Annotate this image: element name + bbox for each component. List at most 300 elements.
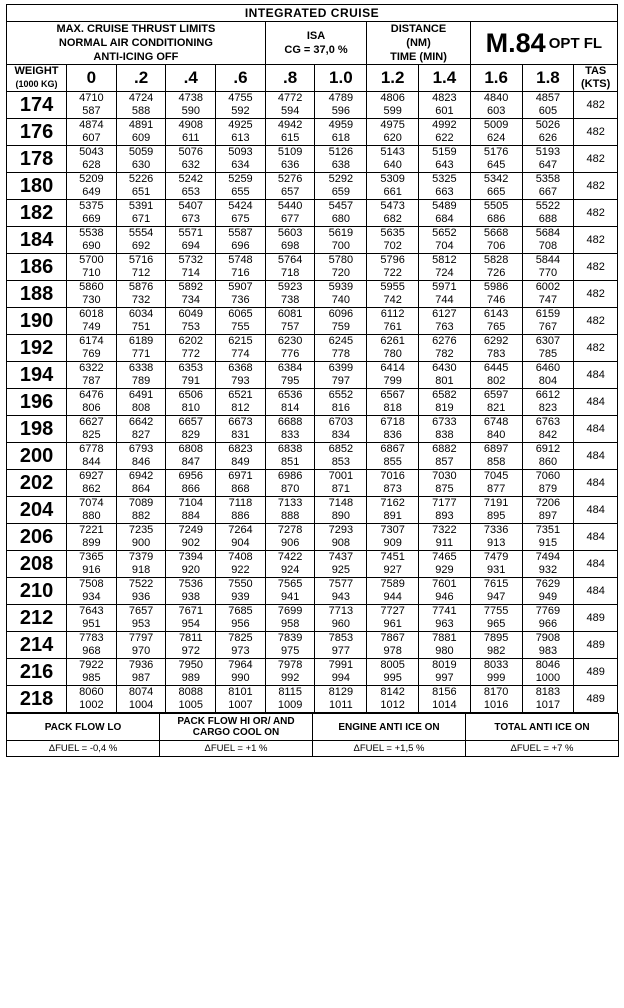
thrust-limits-line-2: NORMAL AIR CONDITIONING [58, 37, 213, 49]
distance-time-cell [419, 200, 471, 227]
distance-value: 5716 [128, 254, 154, 266]
footer-title-3: TOTAL ANTI ICE ON [466, 714, 619, 741]
distance-value: 7589 [380, 578, 405, 590]
time-value: 821 [486, 402, 506, 414]
distance-value: 4925 [228, 119, 253, 131]
distance-time-cell [419, 173, 471, 200]
distance-time-cell [470, 497, 522, 524]
time-value: 980 [435, 645, 454, 657]
column-header-9: 1.8 [522, 65, 574, 92]
distance-time-cell [367, 335, 419, 362]
distance-time-cell [166, 281, 216, 308]
time-value: 763 [435, 321, 454, 333]
distance-value: 4874 [79, 119, 104, 131]
distance-time-cell [315, 308, 367, 335]
column-header-1: .2 [116, 65, 166, 92]
distance-value: 5587 [228, 227, 253, 239]
distance-time-cell [522, 119, 574, 146]
distance-value: 8170 [483, 686, 509, 698]
time-value: 706 [486, 240, 506, 252]
time-value: 949 [538, 591, 558, 603]
distance-time-cell [116, 146, 166, 173]
time-value: 596 [331, 105, 351, 117]
distance-value: 7177 [432, 497, 457, 509]
distance-time-cell [116, 551, 166, 578]
distance-value: 7713 [328, 605, 354, 617]
table-row [7, 92, 618, 119]
distance-time-cell [367, 227, 419, 254]
distance-time-cell [116, 227, 166, 254]
distance-value: 7045 [483, 470, 509, 482]
weight-cell: 218 [7, 686, 67, 713]
distance-time-cell [116, 173, 166, 200]
distance-time-cell [216, 308, 266, 335]
distance-time-cell [367, 443, 419, 470]
distance-value: 6521 [228, 389, 253, 401]
table-row [7, 227, 618, 254]
distance-time-cell [315, 200, 367, 227]
time-value: 686 [486, 213, 506, 225]
time-value: 831 [231, 429, 250, 441]
distance-value: 6049 [178, 308, 203, 320]
distance-time-cell [522, 497, 574, 524]
time-value: 718 [280, 267, 300, 279]
time-value: 975 [280, 645, 300, 657]
distance-value: 7601 [432, 578, 457, 590]
time-value: 675 [231, 213, 250, 225]
time-value: 977 [331, 645, 351, 657]
distance-time-cell [265, 281, 315, 308]
distance-time-cell [419, 497, 471, 524]
tas-cell: 482 [574, 227, 618, 254]
distance-time-cell [470, 254, 522, 281]
distance-time-cell [265, 443, 315, 470]
distance-value: 6867 [380, 443, 405, 455]
time-value: 677 [280, 213, 300, 225]
distance-time-cell [67, 497, 117, 524]
distance-value: 8019 [432, 659, 457, 671]
distance-time-cell [315, 281, 367, 308]
time-value: 665 [486, 186, 506, 198]
distance-time-cell [116, 119, 166, 146]
distance-value: 7797 [128, 632, 154, 644]
distance-time-cell [522, 389, 574, 416]
distance-time-cell [216, 632, 266, 659]
time-value: 814 [280, 402, 300, 414]
distance-value: 7133 [277, 497, 303, 509]
time-value: 696 [231, 240, 250, 252]
distance-value: 5457 [328, 200, 354, 212]
distance-time-cell [522, 308, 574, 335]
distance-value: 6718 [380, 416, 405, 428]
column-header-5: 1.0 [315, 65, 367, 92]
distance-value: 7522 [128, 578, 154, 590]
weight-cell: 180 [7, 173, 67, 200]
time-value: 722 [383, 267, 402, 279]
time-value: 663 [435, 186, 454, 198]
column-header-0: 0 [67, 65, 117, 92]
time-value: 708 [538, 240, 558, 252]
distance-value: 7825 [228, 632, 253, 644]
distance-time-cell [470, 335, 522, 362]
distance-value: 6338 [128, 362, 154, 374]
distance-value: 6793 [128, 443, 154, 455]
time-value: 609 [131, 132, 151, 144]
distance-value: 8005 [380, 659, 405, 671]
distance-time-cell [166, 578, 216, 605]
weight-cell: 192 [7, 335, 67, 362]
distance-value: 6096 [328, 308, 354, 320]
distance-value: 6882 [432, 443, 457, 455]
footer-title-0: PACK FLOW LO [7, 714, 160, 741]
time-value: 634 [231, 159, 250, 171]
distance-time-cell [367, 146, 419, 173]
distance-value: 7307 [380, 524, 405, 536]
time-value: 774 [231, 348, 250, 360]
distance-time-cell [470, 632, 522, 659]
distance-value: 7727 [380, 605, 405, 617]
distance-time-cell [116, 470, 166, 497]
time-value: 647 [538, 159, 558, 171]
time-value: 795 [280, 375, 300, 387]
time-value: 599 [383, 105, 402, 117]
distance-time-cell [367, 173, 419, 200]
distance-time-cell [265, 578, 315, 605]
distance-time-cell [470, 362, 522, 389]
distance-time-cell [315, 686, 367, 713]
weight-units: (1000 KG) [15, 79, 58, 89]
distance-value: 4891 [128, 119, 154, 131]
time-value: 603 [486, 105, 506, 117]
distance-time-cell [166, 686, 216, 713]
distance-value: 5780 [328, 254, 354, 266]
distance-value: 7074 [79, 497, 104, 509]
distance-value: 7293 [328, 524, 354, 536]
time-value: 895 [486, 510, 506, 522]
time-value: 684 [435, 213, 454, 225]
distance-value: 7221 [79, 524, 104, 536]
distance-value: 5812 [432, 254, 457, 266]
distance-time-cell [419, 227, 471, 254]
time-value: 908 [331, 537, 351, 549]
distance-value: 5923 [277, 281, 303, 293]
distance-value: 5109 [277, 146, 303, 158]
time-value: 638 [331, 159, 351, 171]
distance-time-cell [315, 524, 367, 551]
time-value: 692 [131, 240, 151, 252]
time-value: 1004 [128, 699, 154, 711]
distance-value: 4959 [328, 119, 354, 131]
distance-value: 7437 [328, 551, 354, 563]
time-value: 645 [486, 159, 506, 171]
table-row [7, 173, 618, 200]
distance-time-cell [166, 605, 216, 632]
distance-time-cell [419, 659, 471, 686]
time-value: 886 [231, 510, 250, 522]
time-value: 810 [181, 402, 200, 414]
time-value: 640 [383, 159, 402, 171]
distance-time-cell [265, 254, 315, 281]
time-value: 879 [538, 483, 558, 495]
distance-value: 8101 [228, 686, 253, 698]
column-header-4: .8 [265, 65, 315, 92]
distance-time-cell [470, 119, 522, 146]
table-row [7, 470, 618, 497]
distance-time-cell [470, 146, 522, 173]
distance-value: 5796 [380, 254, 405, 266]
distance-time-cell [470, 200, 522, 227]
distance-time-cell [470, 173, 522, 200]
time-value: 888 [280, 510, 300, 522]
distance-time-cell [216, 524, 266, 551]
distance-time-cell [116, 254, 166, 281]
time-value: 1017 [535, 699, 561, 711]
time-value: 982 [486, 645, 506, 657]
weight-cell: 214 [7, 632, 67, 659]
time-value: 951 [82, 618, 101, 630]
distance-value: 5538 [79, 227, 104, 239]
distance-time-cell [315, 173, 367, 200]
footer-value-1: ΔFUEL = +1 % [160, 741, 313, 757]
distance-time-cell [522, 605, 574, 632]
time-value: 702 [383, 240, 402, 252]
distance-value: 6642 [128, 416, 154, 428]
time-value: 747 [538, 294, 558, 306]
table-row [7, 497, 618, 524]
distance-value: 7936 [128, 659, 154, 671]
distance-time-cell [265, 335, 315, 362]
time-value: 626 [538, 132, 558, 144]
distance-value: 6399 [328, 362, 354, 374]
distance-value: 7118 [228, 497, 253, 509]
distance-value: 6143 [483, 308, 509, 320]
distance-value: 4772 [277, 92, 303, 104]
distance-value: 6673 [228, 416, 253, 428]
time-value: 953 [131, 618, 151, 630]
distance-time-cell [367, 524, 419, 551]
distance-value: 4789 [328, 92, 354, 104]
distance-value: 5276 [277, 173, 303, 185]
time-value: 904 [231, 537, 250, 549]
distance-value: 7479 [483, 551, 509, 563]
distance-time-cell [216, 578, 266, 605]
distance-time-cell [116, 416, 166, 443]
weight-cell: 208 [7, 551, 67, 578]
time-value: 651 [131, 186, 151, 198]
time-value: 849 [231, 456, 250, 468]
distance-value: 4992 [432, 119, 457, 131]
weight-cell: 204 [7, 497, 67, 524]
distance-value: 5309 [380, 173, 405, 185]
distance-time-cell [67, 362, 117, 389]
distance-value: 6986 [277, 470, 303, 482]
time-value: 761 [383, 321, 402, 333]
time-value: 985 [82, 672, 101, 684]
distance-time-cell [522, 200, 574, 227]
distance-value: 7755 [483, 605, 509, 617]
distance-value: 5700 [79, 254, 104, 266]
distance-value: 6703 [328, 416, 354, 428]
time-value: 862 [82, 483, 101, 495]
time-value: 653 [181, 186, 200, 198]
distance-value: 7060 [535, 470, 561, 482]
distance-value: 5226 [128, 173, 154, 185]
time-value: 620 [383, 132, 402, 144]
distance-time-cell [419, 389, 471, 416]
weight-cell: 178 [7, 146, 67, 173]
distance-time-cell [419, 632, 471, 659]
table-row [7, 362, 618, 389]
distance-value: 5325 [432, 173, 457, 185]
distance-value: 6912 [535, 443, 561, 455]
weight-column-header [7, 65, 67, 92]
weight-label: WEIGHT [14, 65, 59, 77]
distance-value: 6688 [277, 416, 303, 428]
distance-value: 7908 [535, 632, 561, 644]
distance-value: 7895 [483, 632, 509, 644]
distance-time-cell [522, 416, 574, 443]
time-value: 829 [181, 429, 200, 441]
time-value: 965 [486, 618, 506, 630]
column-header-2: .4 [166, 65, 216, 92]
time-value: 804 [538, 375, 558, 387]
time-value: 734 [181, 294, 200, 306]
time-value: 724 [435, 267, 454, 279]
distance-time-cell [166, 200, 216, 227]
distance-time-cell [116, 524, 166, 551]
distance-value: 6189 [128, 335, 154, 347]
distance-time-cell [116, 308, 166, 335]
distance-time-cell [367, 254, 419, 281]
tas-cell: 489 [574, 605, 618, 632]
distance-value: 5955 [380, 281, 405, 293]
time-value: 755 [231, 321, 250, 333]
distance-time-cell [522, 578, 574, 605]
distance-time-cell [166, 632, 216, 659]
distance-value: 6748 [483, 416, 509, 428]
time-value: 966 [538, 618, 558, 630]
distance-value: 7394 [178, 551, 203, 563]
distance-value: 6476 [79, 389, 104, 401]
distance-time-cell [367, 119, 419, 146]
distance-value: 6971 [228, 470, 253, 482]
distance-time-cell [470, 605, 522, 632]
distance-value: 8156 [432, 686, 457, 698]
column-header-7: 1.4 [419, 65, 471, 92]
distance-value: 7783 [79, 632, 104, 644]
distance-time-cell [67, 119, 117, 146]
time-value: 875 [435, 483, 454, 495]
distance-time-cell [522, 92, 574, 119]
time-value: 873 [383, 483, 402, 495]
distance-value: 7685 [228, 605, 253, 617]
weight-cell: 206 [7, 524, 67, 551]
tas-cell: 484 [574, 389, 618, 416]
distance-value: 6582 [432, 389, 457, 401]
distance-value: 5391 [128, 200, 154, 212]
distance-value: 7671 [178, 605, 203, 617]
tas-cell: 484 [574, 416, 618, 443]
tas-cell: 482 [574, 281, 618, 308]
distance-time-cell [470, 659, 522, 686]
distance-value: 7629 [535, 578, 561, 590]
distance-time-cell [265, 119, 315, 146]
weight-cell: 212 [7, 605, 67, 632]
time-value: 690 [82, 240, 101, 252]
distance-time-cell [166, 470, 216, 497]
tas-cell: 482 [574, 146, 618, 173]
distance-time-cell [470, 524, 522, 551]
time-value: 968 [82, 645, 101, 657]
time-value: 704 [435, 240, 454, 252]
distance-time-cell [367, 308, 419, 335]
distance-time-cell [315, 92, 367, 119]
time-value: 655 [231, 186, 250, 198]
distance-time-cell [315, 578, 367, 605]
column-header-6: 1.2 [367, 65, 419, 92]
distance-value: 4806 [380, 92, 405, 104]
distance-time-cell [67, 227, 117, 254]
distance-time-cell [265, 362, 315, 389]
time-value: 918 [131, 564, 151, 576]
distance-value: 8060 [79, 686, 104, 698]
distance-value: 5126 [328, 146, 354, 158]
time-value: 877 [486, 483, 506, 495]
distance-time-cell [265, 605, 315, 632]
time-value: 730 [82, 294, 101, 306]
distance-time-cell [166, 389, 216, 416]
time-value: 618 [331, 132, 351, 144]
time-value: 958 [280, 618, 300, 630]
distance-value: 6627 [79, 416, 104, 428]
distance-time-cell [166, 173, 216, 200]
distance-value: 7643 [79, 605, 104, 617]
distance-time-cell [470, 578, 522, 605]
distance-time-cell [116, 281, 166, 308]
time-value: 746 [486, 294, 506, 306]
time-value: 956 [231, 618, 250, 630]
time-value: 667 [538, 186, 558, 198]
distance-time-cell [67, 389, 117, 416]
distance-value: 6897 [483, 443, 509, 455]
distance-time-cell [116, 362, 166, 389]
time-value: 836 [383, 429, 402, 441]
distance-value: 5176 [483, 146, 509, 158]
distance-value: 8115 [278, 686, 302, 698]
distance-value: 5209 [79, 173, 104, 185]
distance-time-cell [67, 524, 117, 551]
distance-value: 6159 [535, 308, 561, 320]
time-value: 934 [82, 591, 101, 603]
distance-value: 6597 [483, 389, 509, 401]
time-value: 890 [331, 510, 351, 522]
distance-time-cell [315, 227, 367, 254]
distance-time-cell [166, 254, 216, 281]
distance-time-cell [522, 686, 574, 713]
distance-time-cell [367, 659, 419, 686]
distance-value: 6261 [380, 335, 405, 347]
distance-time-cell [419, 146, 471, 173]
distance-value: 6018 [79, 308, 104, 320]
time-value: 893 [435, 510, 454, 522]
time-value: 622 [435, 132, 454, 144]
time-value: 765 [486, 321, 506, 333]
time-value: 783 [486, 348, 506, 360]
time-value: 759 [331, 321, 351, 333]
distance-time-cell [166, 524, 216, 551]
time-value: 1002 [79, 699, 104, 711]
weight-cell: 174 [7, 92, 67, 119]
